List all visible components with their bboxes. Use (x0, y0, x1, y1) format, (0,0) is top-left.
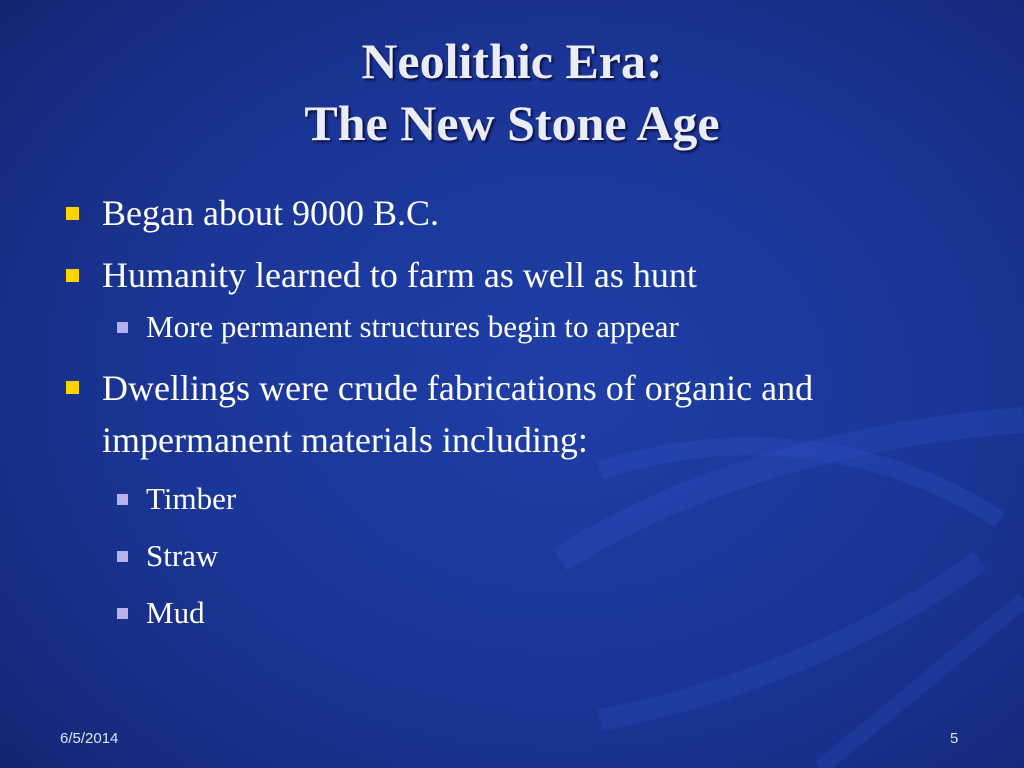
lavender-square-bullet-icon (117, 551, 128, 562)
yellow-square-bullet-icon (66, 269, 79, 282)
lavender-square-bullet-icon (117, 322, 128, 333)
bullet-text: Mud (146, 595, 205, 630)
list-item (60, 535, 940, 577)
bullet-list (60, 188, 940, 634)
page-number: 5 (950, 730, 959, 747)
lavender-square-bullet-icon (117, 608, 128, 619)
list-item (60, 362, 940, 466)
list-item (60, 478, 940, 520)
bullet-text: More permanent structures begin to appear (146, 309, 679, 344)
title-line-2: The New Stone Age (304, 95, 720, 151)
list-item (60, 188, 940, 238)
bullet-text: Timber (146, 481, 237, 516)
bullet-text: Humanity learned to farm as well as hunt (102, 255, 697, 295)
lavender-square-bullet-icon (117, 494, 128, 505)
yellow-square-bullet-icon (66, 207, 79, 220)
yellow-square-bullet-icon (66, 381, 79, 394)
bullet-text: Dwellings were crude fabrications of organic and impermanent materials including: (102, 368, 814, 460)
list-item (60, 592, 940, 634)
bullet-text: Began about 9000 B.C. (102, 193, 439, 233)
slide-title (0, 30, 1024, 154)
title-line-1: Neolithic Era: (361, 33, 663, 89)
bullet-text: Straw (146, 538, 219, 573)
list-item (60, 250, 940, 300)
list-item (60, 306, 940, 348)
footer-date: 6/5/2014 (60, 730, 119, 747)
